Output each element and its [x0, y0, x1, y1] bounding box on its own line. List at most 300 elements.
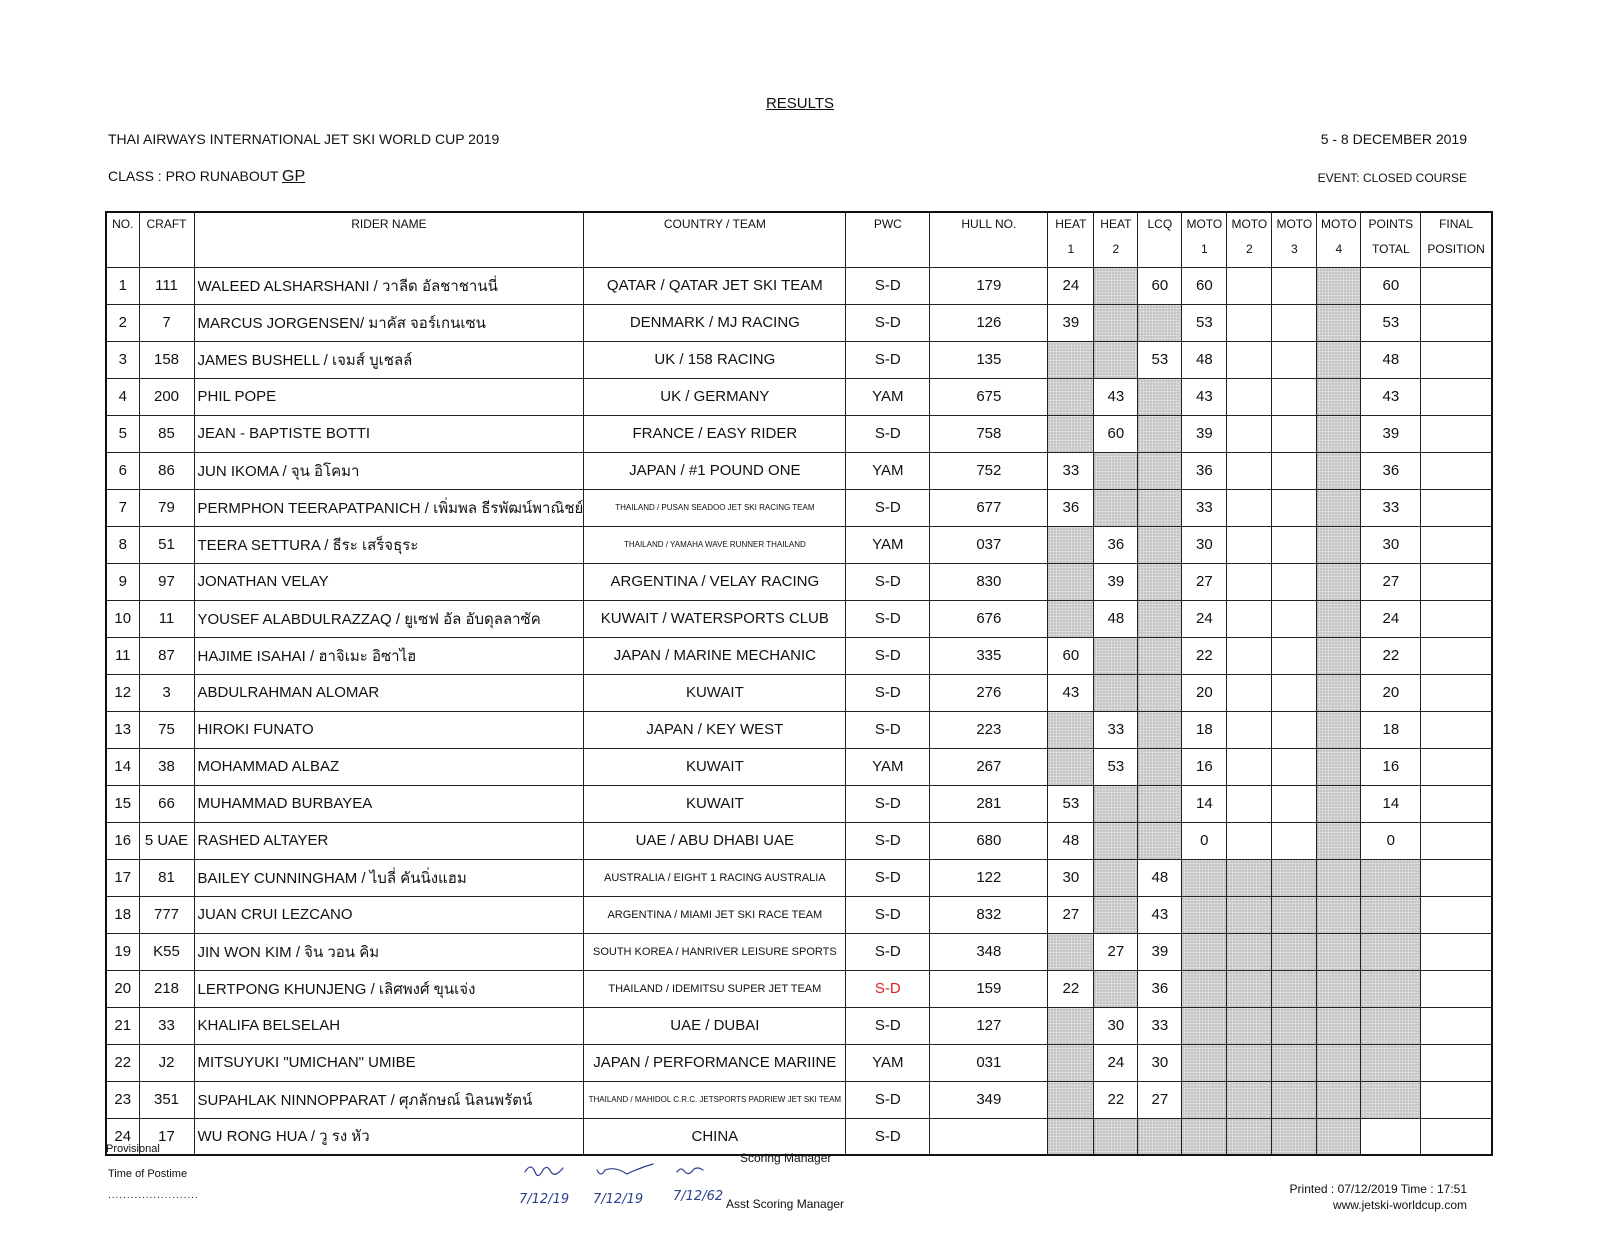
cell-moto3 — [1272, 563, 1317, 600]
cell-moto2 — [1227, 267, 1272, 304]
cell-moto3 — [1272, 415, 1317, 452]
cell-hull: 676 — [930, 600, 1048, 637]
cell-points: 36 — [1361, 452, 1421, 489]
cell-moto4 — [1317, 526, 1361, 563]
col-header-points: POINTS TOTAL — [1361, 212, 1421, 267]
cell-moto4 — [1317, 933, 1361, 970]
cell-lcq — [1138, 748, 1182, 785]
cell-heat2 — [1094, 674, 1138, 711]
cell-moto2 — [1227, 415, 1272, 452]
cell-lcq — [1138, 600, 1182, 637]
cell-no: 21 — [106, 1007, 139, 1044]
cell-pwc: S-D — [846, 674, 930, 711]
class-label — [108, 168, 305, 186]
cell-hull: 348 — [930, 933, 1048, 970]
cell-craft: 7 — [139, 304, 194, 341]
cell-country: KUWAIT / WATERSPORTS CLUB — [584, 600, 846, 637]
cell-moto2 — [1227, 1118, 1272, 1155]
cell-moto2 — [1227, 896, 1272, 933]
cell-heat2 — [1094, 637, 1138, 674]
cell-points: 30 — [1361, 526, 1421, 563]
table-row — [106, 452, 1492, 489]
cell-moto3 — [1272, 674, 1317, 711]
cell-country: JAPAN / #1 POUND ONE — [584, 452, 846, 489]
cell-craft: 218 — [139, 970, 194, 1007]
signature-date-3: 7/12/62 — [673, 1189, 724, 1204]
table-row — [106, 637, 1492, 674]
cell-country: JAPAN / PERFORMANCE MARIINE — [584, 1044, 846, 1081]
cell-rider: PERMPHON TEERAPATPANICH / เพิ่มพล ธีรพัฒน์พาณิชย์ — [194, 489, 584, 526]
cell-moto2 — [1227, 970, 1272, 1007]
cell-heat2 — [1094, 896, 1138, 933]
cell-points: 27 — [1361, 563, 1421, 600]
cell-hull: 675 — [930, 378, 1048, 415]
table-row — [106, 970, 1492, 1007]
cell-heat2: 39 — [1094, 563, 1138, 600]
cell-rider: HIROKI FUNATO — [194, 711, 584, 748]
cell-points: 18 — [1361, 711, 1421, 748]
col-header-moto2: MOTO 2 — [1227, 212, 1272, 267]
cell-no: 17 — [106, 859, 139, 896]
cell-rider: WALEED ALSHARSHANI / วาลีด อัลชาชานนี่ — [194, 267, 584, 304]
cell-no: 10 — [106, 600, 139, 637]
cell-lcq — [1138, 415, 1182, 452]
col-header-no: NO. — [106, 212, 139, 267]
cell-moto2 — [1227, 341, 1272, 378]
cell-heat1: 36 — [1048, 489, 1094, 526]
cell-no: 4 — [106, 378, 139, 415]
cell-no: 3 — [106, 341, 139, 378]
col-header-pwc: PWC — [846, 212, 930, 267]
cell-craft: 81 — [139, 859, 194, 896]
cell-heat2 — [1094, 822, 1138, 859]
cell-craft: 51 — [139, 526, 194, 563]
cell-no: 6 — [106, 452, 139, 489]
signature-date-2: 7/12/19 — [593, 1192, 644, 1207]
signature-1 — [525, 1167, 563, 1176]
cell-final — [1421, 896, 1492, 933]
cell-hull: 159 — [930, 970, 1048, 1007]
cell-final — [1421, 748, 1492, 785]
cell-final — [1421, 1044, 1492, 1081]
cell-moto1 — [1182, 1118, 1227, 1155]
cell-points: 60 — [1361, 267, 1421, 304]
cell-country: THAILAND / PUSAN SEADOO JET SKI RACING TEAM — [584, 489, 846, 526]
cell-moto1: 36 — [1182, 452, 1227, 489]
cell-country: UAE / ABU DHABI UAE — [584, 822, 846, 859]
cell-heat1 — [1048, 563, 1094, 600]
cell-moto4 — [1317, 341, 1361, 378]
cell-rider: PHIL POPE — [194, 378, 584, 415]
cell-pwc: S-D — [846, 637, 930, 674]
cell-craft: 38 — [139, 748, 194, 785]
cell-moto4 — [1317, 1007, 1361, 1044]
cell-moto4 — [1317, 1118, 1361, 1155]
cell-hull: 126 — [930, 304, 1048, 341]
cell-hull: 680 — [930, 822, 1048, 859]
cell-moto2 — [1227, 637, 1272, 674]
cell-heat1 — [1048, 600, 1094, 637]
cell-rider: JIN WON KIM / จิน วอน คิม — [194, 933, 584, 970]
cell-moto4 — [1317, 563, 1361, 600]
cell-moto4 — [1317, 378, 1361, 415]
cell-heat1 — [1048, 1007, 1094, 1044]
cell-hull: 267 — [930, 748, 1048, 785]
cell-pwc: S-D — [846, 304, 930, 341]
cell-no: 15 — [106, 785, 139, 822]
cell-lcq: 30 — [1138, 1044, 1182, 1081]
cell-final — [1421, 304, 1492, 341]
cell-pwc: YAM — [846, 452, 930, 489]
table-row — [106, 563, 1492, 600]
cell-heat2: 24 — [1094, 1044, 1138, 1081]
cell-rider: LERTPONG KHUNJENG / เลิศพงศ์ ขุนเจ่ง — [194, 970, 584, 1007]
cell-craft: 97 — [139, 563, 194, 600]
cell-craft: 111 — [139, 267, 194, 304]
cell-hull: 037 — [930, 526, 1048, 563]
cell-moto4 — [1317, 896, 1361, 933]
cell-moto2 — [1227, 1044, 1272, 1081]
cell-final — [1421, 822, 1492, 859]
table-row — [106, 341, 1492, 378]
cell-moto4 — [1317, 748, 1361, 785]
col-header-heat2: HEAT 2 — [1094, 212, 1138, 267]
cell-lcq: 39 — [1138, 933, 1182, 970]
cell-moto4 — [1317, 489, 1361, 526]
cell-pwc: S-D — [846, 415, 930, 452]
col-header-moto3: MOTO 3 — [1272, 212, 1317, 267]
cell-heat2: 30 — [1094, 1007, 1138, 1044]
signature-3 — [677, 1168, 703, 1174]
cell-moto1 — [1182, 896, 1227, 933]
cell-moto4 — [1317, 674, 1361, 711]
cell-lcq — [1138, 304, 1182, 341]
cell-rider: JAMES BUSHELL / เจมส์ บูเชลล์ — [194, 341, 584, 378]
cell-craft: 33 — [139, 1007, 194, 1044]
cell-rider: WU RONG HUA / วู รง หัว — [194, 1118, 584, 1155]
cell-rider: JUN IKOMA / จุน อิโคมา — [194, 452, 584, 489]
cell-moto3 — [1272, 711, 1317, 748]
cell-rider: ABDULRAHMAN ALOMAR — [194, 674, 584, 711]
cell-final — [1421, 1118, 1492, 1155]
signature-2 — [597, 1164, 653, 1174]
cell-moto3 — [1272, 970, 1317, 1007]
cell-moto4 — [1317, 711, 1361, 748]
cell-points: 48 — [1361, 341, 1421, 378]
cell-country: QATAR / QATAR JET SKI TEAM — [584, 267, 846, 304]
cell-moto1: 33 — [1182, 489, 1227, 526]
cell-rider: TEERA SETTURA / ธีระ เสร็จธุระ — [194, 526, 584, 563]
col-header-moto1: MOTO 1 — [1182, 212, 1227, 267]
event-type: EVENT: CLOSED COURSE — [1317, 171, 1467, 185]
cell-no: 13 — [106, 711, 139, 748]
cell-craft: 75 — [139, 711, 194, 748]
cell-points: 33 — [1361, 489, 1421, 526]
cell-craft: 85 — [139, 415, 194, 452]
cell-pwc: S-D — [846, 1007, 930, 1044]
cell-points: 24 — [1361, 600, 1421, 637]
cell-no: 12 — [106, 674, 139, 711]
col-header-final: FINAL POSITION — [1421, 212, 1492, 267]
cell-moto4 — [1317, 1044, 1361, 1081]
cell-final — [1421, 785, 1492, 822]
cell-lcq — [1138, 489, 1182, 526]
cell-points: 39 — [1361, 415, 1421, 452]
cell-country: SOUTH KOREA / HANRIVER LEISURE SPORTS — [584, 933, 846, 970]
cell-points — [1361, 859, 1421, 896]
cell-heat1 — [1048, 711, 1094, 748]
cell-moto1 — [1182, 1081, 1227, 1118]
cell-moto3 — [1272, 267, 1317, 304]
cell-rider: HAJIME ISAHAI / ฮาจิเมะ อิซาไฮ — [194, 637, 584, 674]
table-row — [106, 896, 1492, 933]
cell-lcq — [1138, 822, 1182, 859]
cell-country: UK / 158 RACING — [584, 341, 846, 378]
cell-heat2 — [1094, 304, 1138, 341]
cell-moto4 — [1317, 304, 1361, 341]
table-header-row — [106, 212, 1492, 267]
cell-moto4 — [1317, 1081, 1361, 1118]
cell-moto2 — [1227, 711, 1272, 748]
col-header-rider: RIDER NAME — [194, 212, 584, 267]
table-row — [106, 1081, 1492, 1118]
event-name: THAI AIRWAYS INTERNATIONAL JET SKI WORLD CUP 2019 — [108, 131, 500, 147]
cell-country: KUWAIT — [584, 748, 846, 785]
cell-no: 16 — [106, 822, 139, 859]
cell-moto3 — [1272, 341, 1317, 378]
table-row — [106, 267, 1492, 304]
cell-moto2 — [1227, 822, 1272, 859]
cell-moto4 — [1317, 859, 1361, 896]
class-prefix: CLASS : PRO RUNABOUT — [108, 168, 279, 184]
cell-moto4 — [1317, 267, 1361, 304]
cell-moto2 — [1227, 304, 1272, 341]
cell-moto1: 18 — [1182, 711, 1227, 748]
website-url: www.jetski-worldcup.com — [1332, 1198, 1467, 1212]
cell-pwc: S-D — [846, 933, 930, 970]
cell-lcq — [1138, 785, 1182, 822]
cell-final — [1421, 452, 1492, 489]
cell-moto3 — [1272, 304, 1317, 341]
cell-final — [1421, 711, 1492, 748]
cell-heat1 — [1048, 1118, 1094, 1155]
table-row — [106, 674, 1492, 711]
cell-final — [1421, 267, 1492, 304]
cell-points — [1361, 933, 1421, 970]
table-row — [106, 415, 1492, 452]
cell-moto2 — [1227, 785, 1272, 822]
cell-points — [1361, 1081, 1421, 1118]
cell-hull: 349 — [930, 1081, 1048, 1118]
cell-moto4 — [1317, 785, 1361, 822]
cell-no: 24 — [106, 1118, 139, 1155]
cell-pwc: YAM — [846, 1044, 930, 1081]
cell-pwc: S-D — [846, 600, 930, 637]
cell-moto1 — [1182, 1044, 1227, 1081]
cell-rider: RASHED ALTAYER — [194, 822, 584, 859]
cell-pwc: S-D — [846, 341, 930, 378]
cell-moto2 — [1227, 526, 1272, 563]
table-row — [106, 304, 1492, 341]
cell-heat1 — [1048, 526, 1094, 563]
cell-moto4 — [1317, 600, 1361, 637]
cell-points: 0 — [1361, 822, 1421, 859]
col-header-hull: HULL NO. — [930, 212, 1048, 267]
cell-final — [1421, 341, 1492, 378]
col-header-lcq: LCQ — [1138, 212, 1182, 267]
cell-country: THAILAND / IDEMITSU SUPER JET TEAM — [584, 970, 846, 1007]
event-dates: 5 - 8 DECEMBER 2019 — [1320, 131, 1467, 147]
cell-final — [1421, 526, 1492, 563]
cell-moto1 — [1182, 859, 1227, 896]
cell-heat2: 33 — [1094, 711, 1138, 748]
cell-hull: 830 — [930, 563, 1048, 600]
cell-heat1: 43 — [1048, 674, 1094, 711]
cell-heat2: 22 — [1094, 1081, 1138, 1118]
cell-craft: J2 — [139, 1044, 194, 1081]
cell-country: KUWAIT — [584, 674, 846, 711]
cell-rider: BAILEY CUNNINGHAM / ไบลี่ คันนิ่งแฮม — [194, 859, 584, 896]
cell-moto2 — [1227, 563, 1272, 600]
cell-heat1 — [1048, 341, 1094, 378]
cell-heat1: 30 — [1048, 859, 1094, 896]
cell-heat2 — [1094, 489, 1138, 526]
cell-moto3 — [1272, 1118, 1317, 1155]
cell-craft: K55 — [139, 933, 194, 970]
cell-lcq — [1138, 637, 1182, 674]
cell-final — [1421, 637, 1492, 674]
cell-pwc: S-D — [846, 785, 930, 822]
cell-final — [1421, 378, 1492, 415]
cell-no: 11 — [106, 637, 139, 674]
cell-pwc: S-D — [846, 896, 930, 933]
cell-lcq: 60 — [1138, 267, 1182, 304]
cell-craft: 3 — [139, 674, 194, 711]
cell-no: 9 — [106, 563, 139, 600]
cell-points: 14 — [1361, 785, 1421, 822]
cell-pwc: S-D — [846, 1081, 930, 1118]
cell-country: DENMARK / MJ RACING — [584, 304, 846, 341]
cell-moto2 — [1227, 1007, 1272, 1044]
cell-heat1 — [1048, 1081, 1094, 1118]
cell-pwc: S-D — [846, 563, 930, 600]
cell-hull: 127 — [930, 1007, 1048, 1044]
cell-rider: MARCUS JORGENSEN/ มาคัส จอร์เกนเซน — [194, 304, 584, 341]
cell-lcq: 53 — [1138, 341, 1182, 378]
cell-lcq: 48 — [1138, 859, 1182, 896]
table-row — [106, 526, 1492, 563]
cell-no: 19 — [106, 933, 139, 970]
provisional-label: Provisional — [106, 1143, 160, 1155]
signature-date-1: 7/12/19 — [519, 1192, 570, 1207]
cell-country: THAILAND / YAMAHA WAVE RUNNER THAILAND — [584, 526, 846, 563]
cell-lcq: 36 — [1138, 970, 1182, 1007]
cell-moto4 — [1317, 452, 1361, 489]
cell-moto3 — [1272, 600, 1317, 637]
cell-points: 20 — [1361, 674, 1421, 711]
cell-heat1: 60 — [1048, 637, 1094, 674]
col-header-craft: CRAFT — [139, 212, 194, 267]
cell-rider: JUAN CRUI LEZCANO — [194, 896, 584, 933]
cell-final — [1421, 970, 1492, 1007]
cell-heat1 — [1048, 933, 1094, 970]
col-header-country: COUNTRY / TEAM — [584, 212, 846, 267]
cell-pwc: YAM — [846, 526, 930, 563]
cell-heat2 — [1094, 785, 1138, 822]
cell-heat2 — [1094, 267, 1138, 304]
cell-moto3 — [1272, 822, 1317, 859]
table-row — [106, 785, 1492, 822]
cell-heat1 — [1048, 378, 1094, 415]
cell-hull: 281 — [930, 785, 1048, 822]
cell-country: ARGENTINA / VELAY RACING — [584, 563, 846, 600]
cell-moto1: 16 — [1182, 748, 1227, 785]
cell-country: UK / GERMANY — [584, 378, 846, 415]
cell-moto2 — [1227, 674, 1272, 711]
cell-hull: 276 — [930, 674, 1048, 711]
cell-moto3 — [1272, 637, 1317, 674]
cell-pwc: YAM — [846, 748, 930, 785]
cell-country: FRANCE / EASY RIDER — [584, 415, 846, 452]
cell-final — [1421, 489, 1492, 526]
cell-final — [1421, 563, 1492, 600]
cell-moto2 — [1227, 933, 1272, 970]
cell-pwc: S-D — [846, 1118, 930, 1155]
cell-craft: 11 — [139, 600, 194, 637]
table-row — [106, 489, 1492, 526]
cell-craft: 79 — [139, 489, 194, 526]
cell-hull: 179 — [930, 267, 1048, 304]
cell-craft: 87 — [139, 637, 194, 674]
cell-lcq — [1138, 452, 1182, 489]
cell-country: KUWAIT — [584, 785, 846, 822]
cell-craft: 66 — [139, 785, 194, 822]
cell-no: 23 — [106, 1081, 139, 1118]
cell-heat2: 27 — [1094, 933, 1138, 970]
postime-label: Time of Postime — [108, 1168, 188, 1180]
cell-no: 20 — [106, 970, 139, 1007]
cell-moto1: 14 — [1182, 785, 1227, 822]
cell-country: ARGENTINA / MIAMI JET SKI RACE TEAM — [584, 896, 846, 933]
cell-heat1: 24 — [1048, 267, 1094, 304]
cell-no: 7 — [106, 489, 139, 526]
cell-moto3 — [1272, 1044, 1317, 1081]
cell-moto3 — [1272, 452, 1317, 489]
cell-hull: 122 — [930, 859, 1048, 896]
cell-moto2 — [1227, 748, 1272, 785]
cell-country: UAE / DUBAI — [584, 1007, 846, 1044]
cell-moto4 — [1317, 822, 1361, 859]
cell-craft: 86 — [139, 452, 194, 489]
cell-pwc: S-D — [846, 859, 930, 896]
table-row — [106, 822, 1492, 859]
cell-heat2 — [1094, 859, 1138, 896]
cell-moto2 — [1227, 1081, 1272, 1118]
cell-hull: 758 — [930, 415, 1048, 452]
cell-moto3 — [1272, 785, 1317, 822]
cell-moto1: 24 — [1182, 600, 1227, 637]
cell-moto1: 53 — [1182, 304, 1227, 341]
cell-heat1 — [1048, 415, 1094, 452]
cell-lcq: 33 — [1138, 1007, 1182, 1044]
cell-moto2 — [1227, 859, 1272, 896]
cell-moto1: 48 — [1182, 341, 1227, 378]
cell-final — [1421, 859, 1492, 896]
cell-points: 22 — [1361, 637, 1421, 674]
page-title: RESULTS — [765, 95, 835, 112]
cell-moto4 — [1317, 637, 1361, 674]
cell-moto1: 60 — [1182, 267, 1227, 304]
